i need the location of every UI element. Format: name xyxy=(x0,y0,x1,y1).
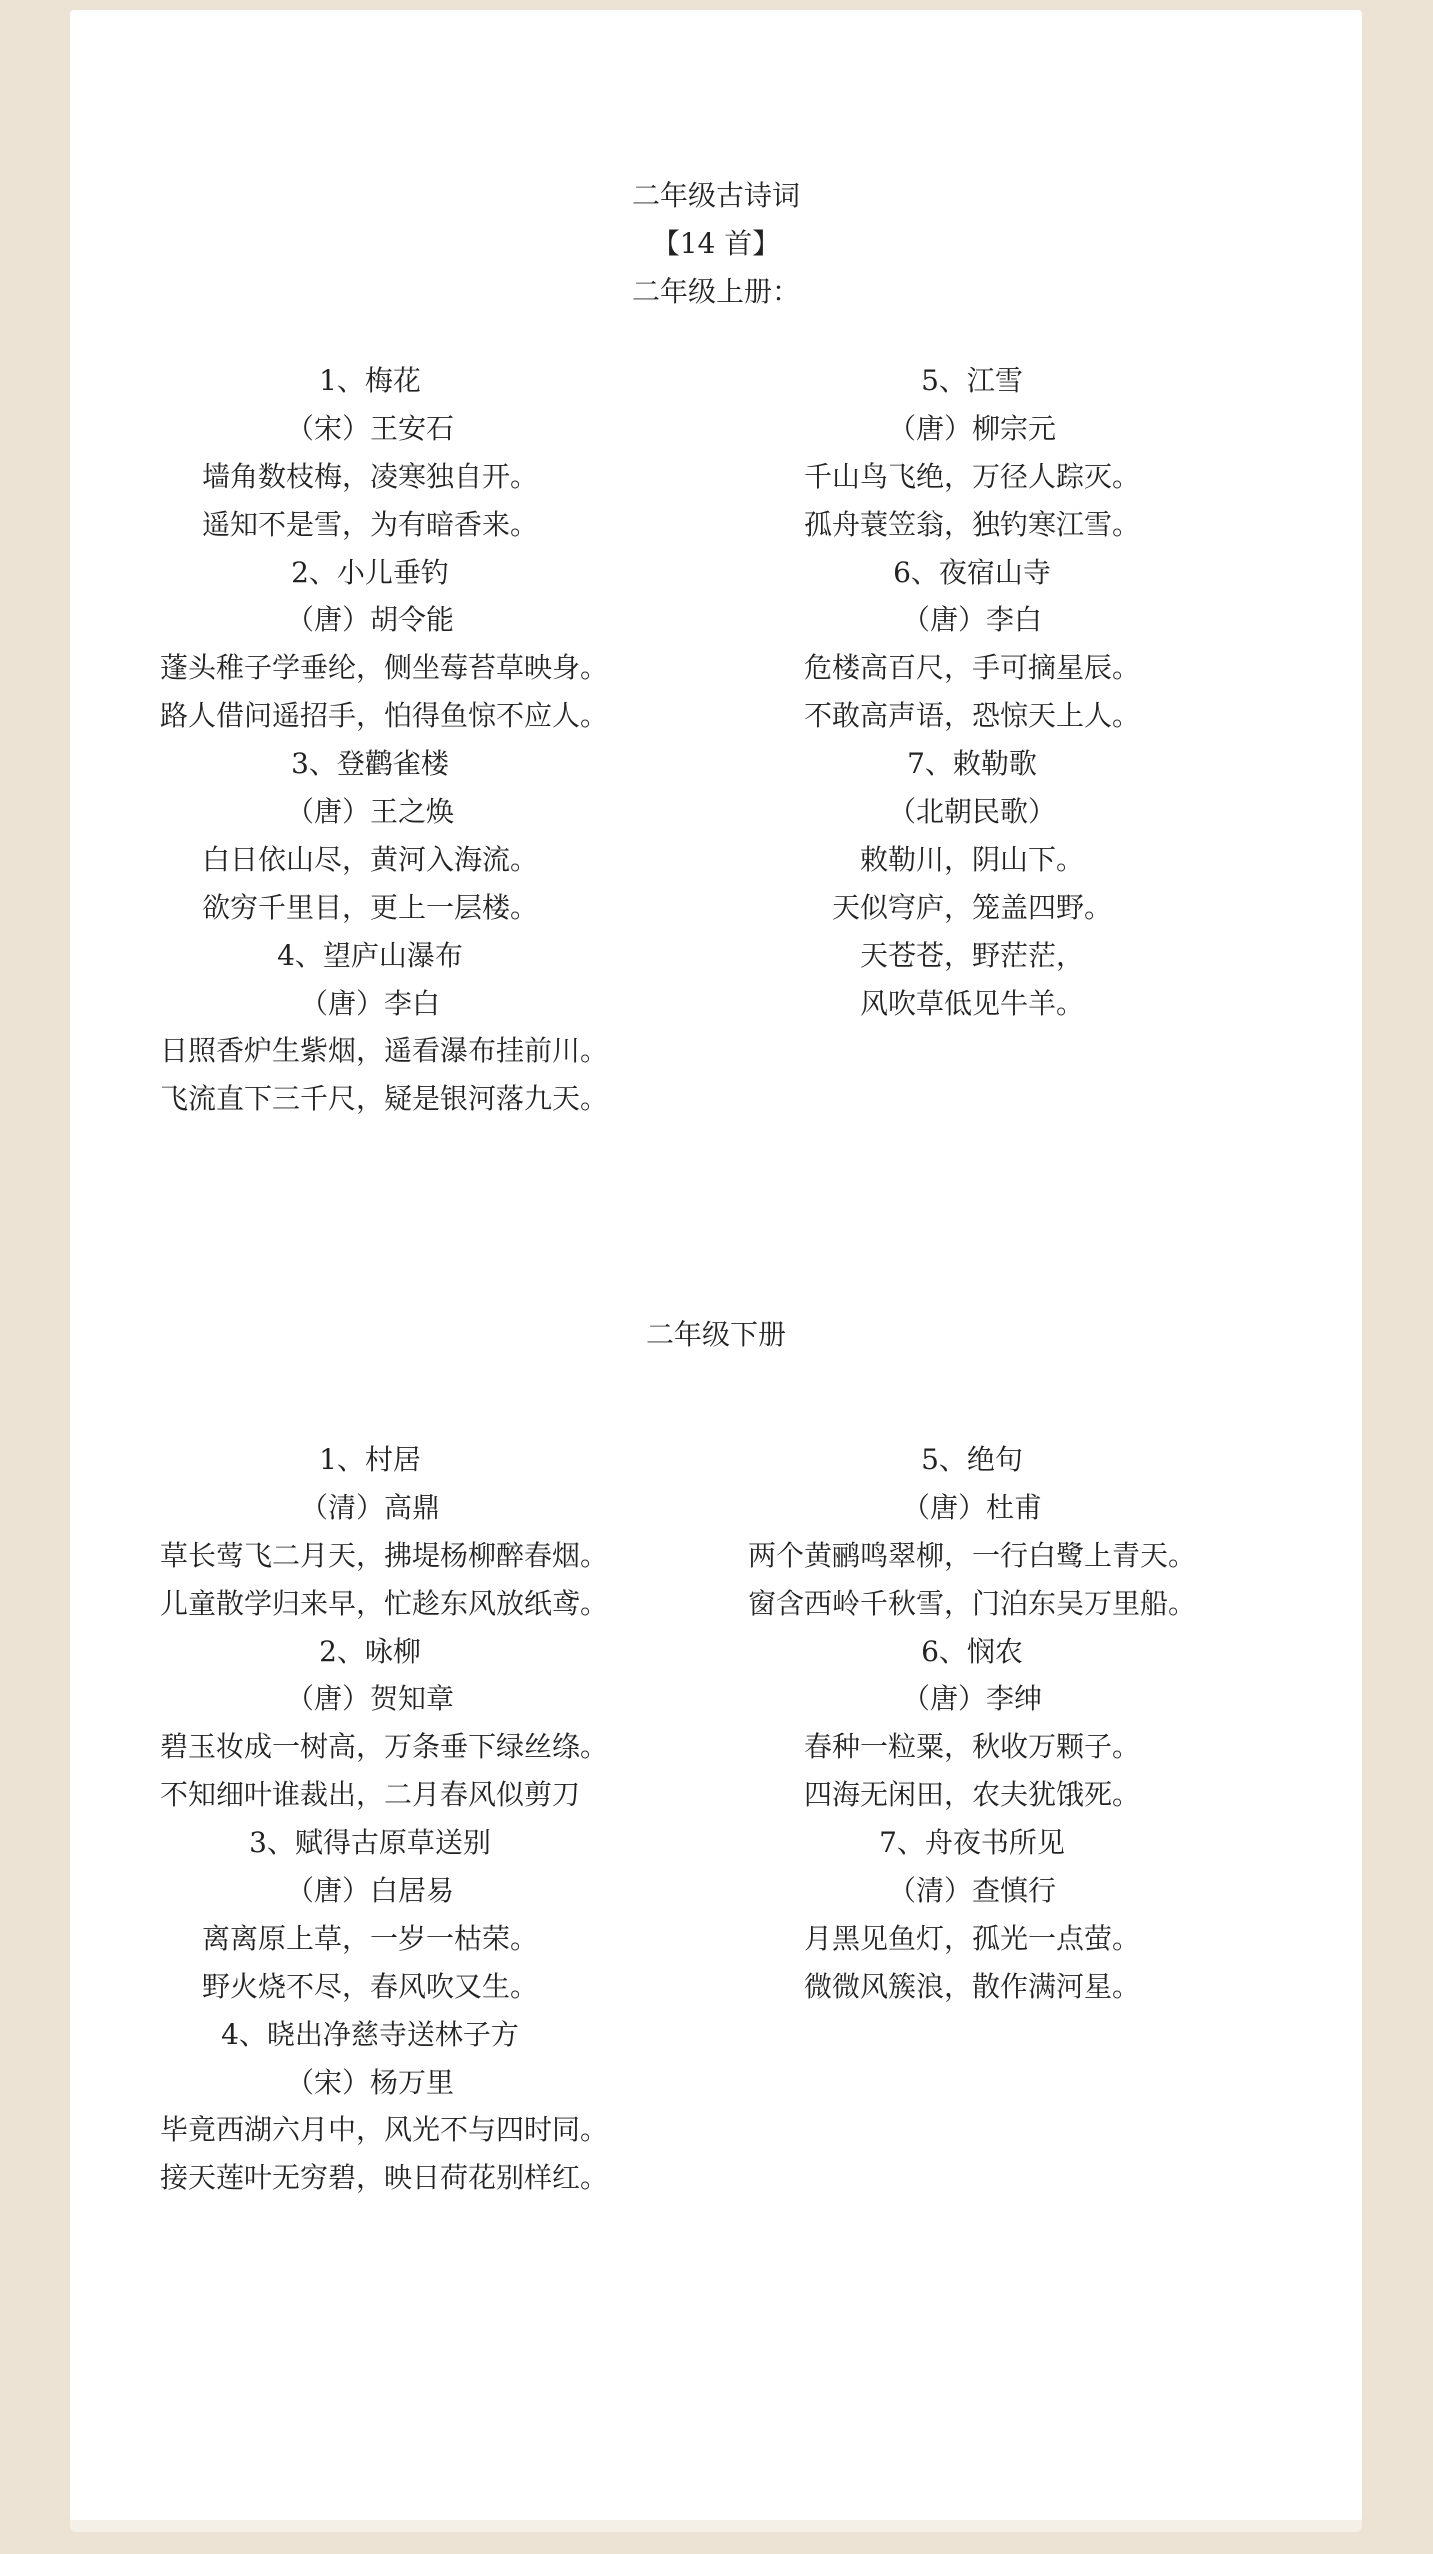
poem-line: 蓬头稚子学垂纶，侧坐莓苔草映身。 xyxy=(160,651,609,685)
poem-line: 5、江雪 xyxy=(921,364,1023,397)
poem-line: 不知细叶谁裁出，二月春风似剪刀 xyxy=(160,1778,581,1812)
poem-line: 白日依山尽，黄河入海流。 xyxy=(201,842,538,876)
poem-line: 毕竟西湖六月中，风光不与四时同。 xyxy=(160,2113,609,2147)
lower-right-column xyxy=(722,1436,1222,2011)
poem-line: 儿童散学归来早，忙趁东风放纸鸢。 xyxy=(160,1586,609,1620)
poem-line: （唐）李白 xyxy=(299,986,440,1020)
poem-line: （宋）王安石 xyxy=(285,411,454,445)
poem-line: 窗含西岭千秋雪，门泊东吴万里船。 xyxy=(747,1586,1196,1620)
lower-left-column xyxy=(160,1436,609,2202)
poem-line: 离离原上草，一岁一枯荣。 xyxy=(201,1921,538,1955)
poem-line: 碧玉妆成一树高，万条垂下绿丝绦。 xyxy=(160,1730,609,1764)
poem-count: 【14 首】 xyxy=(651,227,781,260)
poem-line: （北朝民歌） xyxy=(887,795,1056,829)
poem-line: 路人借问遥招手，怕得鱼惊不应人。 xyxy=(160,699,609,733)
poem-line: （清）高鼎 xyxy=(299,1490,440,1524)
upper-volume-heading: 二年级上册： xyxy=(631,275,800,308)
poem-line: 2、咏柳 xyxy=(319,1634,421,1668)
poem-line: （宋）杨万里 xyxy=(285,2065,454,2099)
poem-line: （唐）李绅 xyxy=(901,1682,1042,1716)
poem-line: 接天莲叶无穷碧，映日荷花别样红。 xyxy=(160,2161,609,2195)
poem-line: 天苍苍，野茫茫， xyxy=(859,938,1084,972)
poem-line: 月黑见鱼灯，孤光一点萤。 xyxy=(803,1921,1140,1955)
poem-line: 千山鸟飞绝，万径人踪灭。 xyxy=(803,459,1140,493)
lower-volume-heading: 二年级下册 xyxy=(645,1318,786,1351)
poem-line: （唐）贺知章 xyxy=(285,1682,454,1716)
poem-line: 4、晓出净慈寺送林子方 xyxy=(221,2017,519,2051)
poem-line: （唐）杜甫 xyxy=(901,1490,1042,1524)
poem-line: （唐）柳宗元 xyxy=(887,411,1056,445)
poem-line: 飞流直下三千尺，疑是银河落九天。 xyxy=(160,1082,609,1116)
poem-line: 2、小儿垂钓 xyxy=(291,555,449,589)
poem-line: 1、梅花 xyxy=(319,364,421,397)
poem-line: 4、望庐山瀑布 xyxy=(277,938,463,972)
poem-line: 两个黄鹂鸣翠柳，一行白鹭上青天。 xyxy=(747,1538,1196,1572)
poem-line: 天似穹庐，笼盖四野。 xyxy=(831,890,1112,924)
poem-line: （唐）李白 xyxy=(901,603,1042,637)
upper-right-column xyxy=(762,357,1182,1027)
poem-line: 微微风簇浪，散作满河星。 xyxy=(803,1969,1140,2003)
poem-line: 不敢高声语，恐惊天上人。 xyxy=(803,699,1140,733)
upper-left-column xyxy=(160,357,609,1123)
poem-line: 遥知不是雪，为有暗香来。 xyxy=(201,507,538,541)
poem-line: 7、敕勒歌 xyxy=(907,747,1037,781)
poem-line: 草长莺飞二月天，拂堤杨柳醉春烟。 xyxy=(160,1538,609,1572)
poem-line: （唐）胡令能 xyxy=(285,603,454,637)
poem-line: 墙角数枝梅，凌寒独自开。 xyxy=(201,459,538,493)
poem-line: （唐）王之焕 xyxy=(285,795,454,829)
poem-line: 风吹草低见牛羊。 xyxy=(859,986,1084,1020)
poem-line: 6、悯农 xyxy=(921,1634,1023,1668)
poem-line: 5、绝句 xyxy=(921,1443,1023,1476)
poem-line: 春种一粒粟，秋收万颗子。 xyxy=(803,1730,1140,1764)
poem-line: （唐）白居易 xyxy=(285,1874,454,1908)
poem-line: 欲穷千里目，更上一层楼。 xyxy=(201,890,538,924)
poem-line: 3、赋得古原草送别 xyxy=(249,1826,491,1860)
poem-line: 敕勒川，阴山下。 xyxy=(859,842,1084,876)
document-page xyxy=(70,10,1362,2522)
page-bottom-edge xyxy=(70,2520,1362,2532)
poem-line: 野火烧不尽，春风吹又生。 xyxy=(201,1969,538,2003)
poem-line: 3、登鹳雀楼 xyxy=(291,747,449,781)
poem-line: （清）查慎行 xyxy=(887,1874,1056,1908)
poem-line: 四海无闲田，农夫犹饿死。 xyxy=(803,1778,1140,1812)
poem-line: 7、舟夜书所见 xyxy=(879,1826,1065,1860)
poem-line: 危楼高百尺，手可摘星辰。 xyxy=(803,651,1140,685)
poem-line: 1、村居 xyxy=(319,1443,421,1476)
document-title: 二年级古诗词 xyxy=(631,179,800,212)
poem-line: 日照香炉生紫烟，遥看瀑布挂前川。 xyxy=(160,1034,609,1068)
poem-line: 孤舟蓑笠翁，独钓寒江雪。 xyxy=(803,507,1140,541)
poem-line: 6、夜宿山寺 xyxy=(893,555,1051,589)
